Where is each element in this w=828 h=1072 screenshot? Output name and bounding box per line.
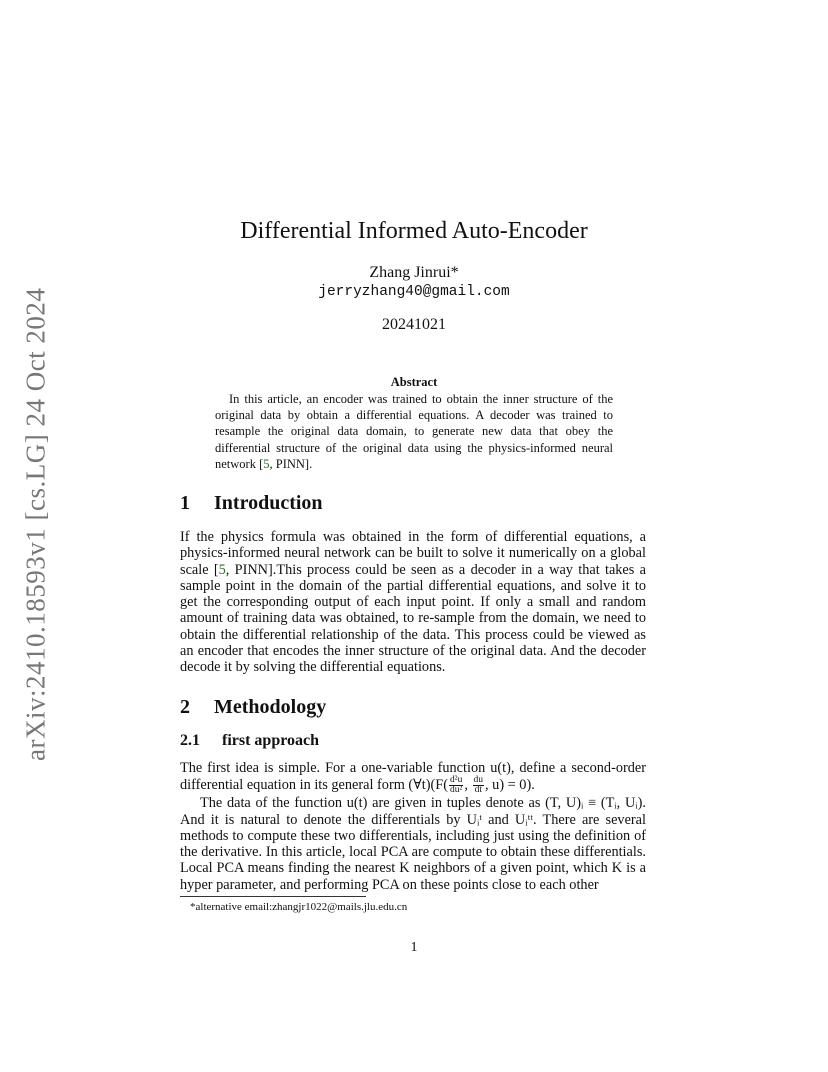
abstract-heading: Abstract <box>390 375 438 389</box>
first-approach-paragraph-2: The data of the function u(t) are given in tuples denote as (T, U)ᵢ ≡ (Tᵢ, Uᵢ). And it is natural to denote the differentials by Uᵢᵗ and Uᵢᵗᵗ. There are several methods to compute these two differentials, including just using the definition of the derivative. In this article, local PCA are compute to obtain these differentials. Local PCA means finding the nearest K neighbors of a given point, which K is a hyper parameter, and performing PCA on these points close to each other <box>180 795 646 893</box>
abstract-text: In this article, an encoder was trained to obtain the inner structure of the original data by obtain a differential equations. A decoder was trained to resample the original data domain, to generate new data that obey the differential structure of the original data using the physics-informed neural network <box>215 392 613 471</box>
paper-date: 20241021 <box>382 316 446 333</box>
footnote-rule <box>180 896 366 897</box>
subsection-number: 2.1 <box>180 732 200 749</box>
citation-link[interactable]: 5 <box>263 456 270 471</box>
arxiv-watermark: arXiv:2410.18593v1 [cs.LG] 24 Oct 2024 <box>20 287 51 761</box>
section-heading-introduction <box>180 492 323 515</box>
section-title: Introduction <box>214 492 323 514</box>
introduction-paragraph <box>180 529 646 676</box>
first-approach-paragraph-1: The first idea is simple. For a one-variable function u(t), define a second-order differential equation in its general form (∀t)(F( $\frac{\text{d²u}}{\text{du²}}$ , $\frac{du}{dt}$ , u) = 0). <box>180 760 646 796</box>
section-title: Methodology <box>214 696 327 718</box>
section-number: 2 <box>180 696 190 718</box>
first-derivative-fraction: $\frac{du}{dt}$ <box>473 775 484 796</box>
page-number: 1 <box>410 940 418 955</box>
author-name: Zhang Jinrui* <box>369 264 459 281</box>
first-approach-paragraphs <box>180 760 646 893</box>
section-number: 1 <box>180 492 190 514</box>
author-email[interactable]: jerryzhang40@gmail.com <box>318 284 510 300</box>
abstract-text-end: , PINN]. <box>269 456 313 471</box>
section-heading-methodology <box>180 696 326 719</box>
intro-text-end: , PINN].This process could be seen as a decoder in a way that takes a sample point in the domain of the partial differential equations, and solve it to get the corresponding output of each input point. If only a small and random amount of training data was obtained, to re-sample from the domain, we need to obtain the differential relationship of the data. This process could be viewed as an encoder that encodes the inner structure of the original data. And the decoder decode it by solving the differential equations. <box>180 561 646 676</box>
p1-text-end: , u) = 0). <box>485 777 535 794</box>
paper-title: Differential Informed Auto-Encoder <box>240 218 588 244</box>
intro-text: If the physics formula was obtained in the form of differential equations, a physics-informed neural network can be built to solve it numerically on a global scale [ <box>180 529 646 578</box>
second-derivative-fraction: $\frac{\text{d²u}}{\text{du²}}$ <box>450 775 463 796</box>
citation-link[interactable]: 5 <box>218 561 226 578</box>
subsection-heading-first-approach <box>180 732 319 750</box>
subsection-title: first approach <box>222 732 320 749</box>
abstract-body: In this article, an encoder was trained to obtain the inner structure of the original data by obtain a differential equations. A decoder was trained to resample the original data domain, to generate new data that obey the differential structure of the original data using the physics-informed neural network [5, PINN]. <box>215 392 613 471</box>
footnote: *alternative email:zhangjr1022@mails.jlu.edu.cn <box>190 901 408 913</box>
p1-text: The first idea is simple. For a one-variable function u(t), define a second-order differential equation in its general form (∀t)(F( <box>180 760 646 794</box>
